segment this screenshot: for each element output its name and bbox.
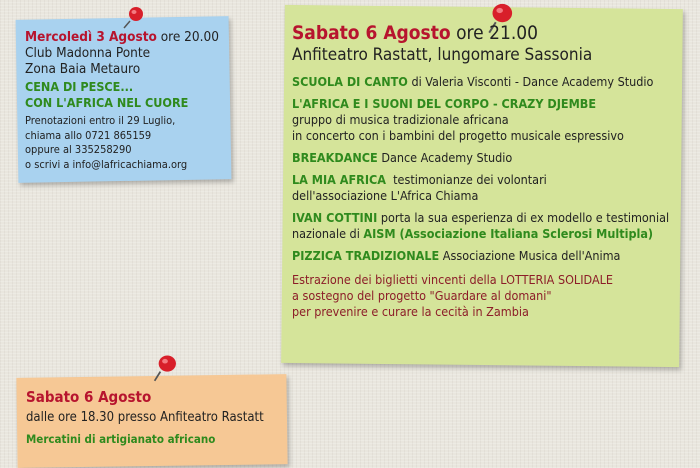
booking-info: chiama allo 0721 865159 [25,128,152,142]
program-item-title: Mercatini di artigianato africano [26,432,216,446]
program-item [292,210,677,242]
event-time: ore 20.00 [160,29,219,45]
program-item-title: AISM (Associazione Italiana Sclerosi Multipla) [363,226,654,241]
note-orange-content [26,388,286,447]
lottery-line: a sostegno del progetto "Guardare al domani" [292,288,552,303]
event-venue: Anfiteatro Rastatt, lungomare Sassonia [292,45,593,65]
program-item [292,74,677,90]
program-item-text: Dance Academy Studio [381,150,513,165]
note-blue-content [25,30,230,172]
lottery-info [292,272,677,320]
lottery-line: per prevenire e curare la cecità in Zambia [292,304,529,319]
event-date: Sabato 6 Agosto [26,388,152,406]
lottery-line: Estrazione dei biglietti vincenti della LOTTERIA SOLIDALE [292,272,614,287]
program-item [292,248,677,264]
program-item-title: SCUOLA DI CANTO [292,74,408,89]
event-place: Zona Baia Metauro [25,61,141,77]
event-heading [25,30,230,45]
event-place: Club Madonna Ponte [25,45,151,61]
program-item-title: IVAN COTTINI [292,210,378,225]
note-green-content [292,22,677,320]
program-item-text: porta la sua esperienza di ex modello e testimonial [380,210,670,225]
program-item-text: Associazione Musica dell'Anima [442,248,621,263]
program-item-text: di Valeria Visconti - Dance Academy Studio [411,74,654,89]
program-item [292,96,677,144]
program-item-text: nazionale di [292,226,360,241]
event-heading [292,22,677,44]
program-item-text: testimonianze dei volontari [393,172,547,187]
pushpin-icon [122,3,148,29]
booking-info: o scrivi a info@lafricachiama.org [25,157,188,171]
program-item-title: PIZZICA TRADIZIONALE [292,248,440,263]
program-item-text: gruppo di musica tradizionale africana [292,112,509,127]
program-item-text: dell'associazione L'Africa Chiama [292,188,479,203]
event-title: CENA DI PESCE... [25,79,134,94]
booking-info: Prenotazioni entro il 29 Luglio, [25,114,176,127]
event-date: Sabato 6 Agosto [292,22,451,44]
event-date: Mercoledì 3 Agosto [25,29,157,45]
event-title: CON L'AFRICA NEL CUORE [25,95,189,110]
program-item [292,172,677,204]
booking-info: oppure al 335258290 [25,143,132,156]
event-time: ore 21.00 [456,22,538,44]
program-item-title: L'AFRICA E I SUONI DEL CORPO - CRAZY DJEMBE [292,96,597,111]
program-item-text: in concerto con i bambini del progetto musicale espressivo [292,128,624,143]
program-item-title: LA MIA AFRICA [292,172,386,187]
program-item-title: BREAKDANCE [292,150,378,165]
event-time: dalle ore 18.30 presso Anfiteatro Rastatt [26,410,264,425]
pushpin-icon [150,352,180,382]
program-item [292,150,677,166]
